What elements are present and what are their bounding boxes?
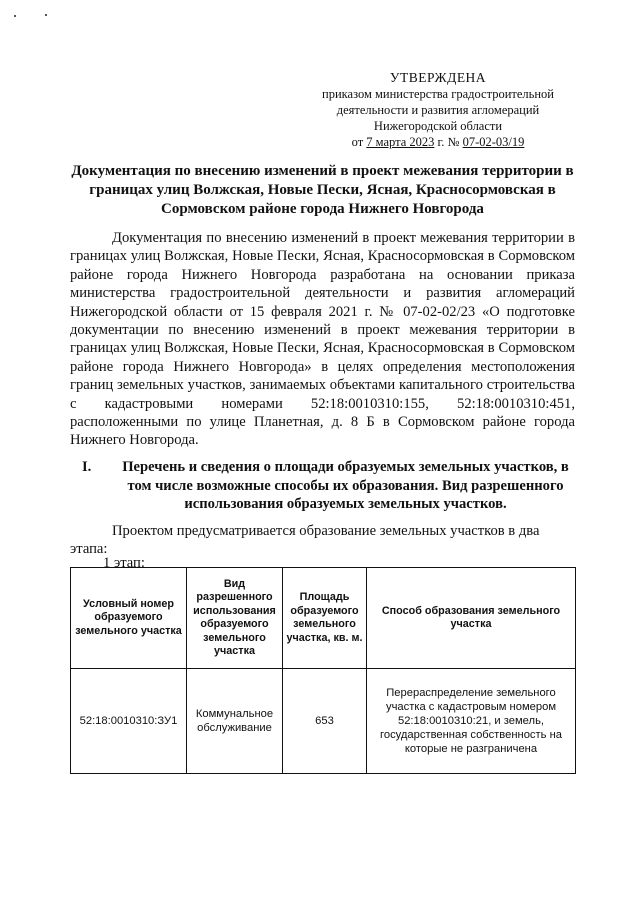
- cell-permitted-use: Коммунальное обслуживание: [187, 669, 283, 774]
- approval-date-line: [318, 134, 558, 150]
- section-heading: [70, 458, 575, 514]
- document-title: Документация по внесению изменений в проект межевания территории в границах улиц Волжская, Новые Пески, Ясная, Красносормовская в Сормовском районе города Нижнего Новгорода: [71, 163, 574, 217]
- cell-area: 653: [283, 669, 367, 774]
- column-header-permitted-use: Вид разрешенного использования образуемого земельного участка: [187, 568, 283, 669]
- table-row: [71, 669, 576, 774]
- section-title: Перечень и сведения о площади образуемых земельных участков, в том числе возможные способы их образования. Вид разрешенного использования образуемых земельных участков.: [122, 459, 569, 513]
- cell-formation-method: Перераспределение земельного участка с кадастровым номером 52:18:0010310:21, и земель, государственная собственность на которые не разграничена: [367, 669, 576, 774]
- stage-label: 1 этап:: [103, 555, 145, 571]
- approval-number: 07-02-03/19: [462, 135, 525, 149]
- approval-line: деятельности и развития агломераций: [336, 103, 540, 117]
- approval-stamp: [318, 70, 558, 150]
- approval-number-prefix: г. №: [437, 135, 460, 149]
- column-header-formation-method: Способ образования земельного участка: [367, 568, 576, 669]
- provision-paragraph: Проектом предусматривается образование земельных участков в два этапа:: [70, 523, 540, 557]
- section-number: I.: [82, 459, 92, 475]
- column-header-area: Площадь образуемого земельного участка, кв. м.: [283, 568, 367, 669]
- land-plots-table: [70, 567, 576, 774]
- intro-paragraph: Документация по внесению изменений в проект межевания территории в границах улиц Волжская, Новые Пески, Ясная, Красносормовская в Сормовском районе города Нижнего Новгорода разработана на основании приказа министерства градостроительной деятельности и развития агломераций Нижегородской области от 15 февраля 2021 г. № 07-02-02/23 «О подготовке документации по внесению изменений в проект межевания территории в границах улиц Волжская, Новые Пески, Ясная, Красносормовская в Сормовском районе города Нижнего Новгорода» в целях определения местоположения границ земельных участков, занимаемых объектами капитального строительства с кадастровыми номерами 52:18:0010310:155, 52:18:0010310:451, расположенными по улице Планетная, д. 8 Б в Сормовском районе города Нижнего Новгорода.: [70, 230, 575, 449]
- approval-line: Нижегородской области: [373, 119, 503, 133]
- table-header-row: [71, 568, 576, 669]
- approval-line: приказом министерства градостроительной: [322, 87, 554, 101]
- approval-heading: УТВЕРЖДЕНА: [389, 70, 487, 85]
- scan-speck: [14, 15, 16, 17]
- cell-plot-number: 52:18:0010310:ЗУ1: [71, 669, 187, 774]
- column-header-plot-number: Условный номер образуемого земельного участка: [71, 568, 187, 669]
- approval-date: 7 марта 2023: [366, 135, 435, 149]
- approval-date-prefix: от: [351, 135, 364, 149]
- scan-speck: [45, 14, 47, 16]
